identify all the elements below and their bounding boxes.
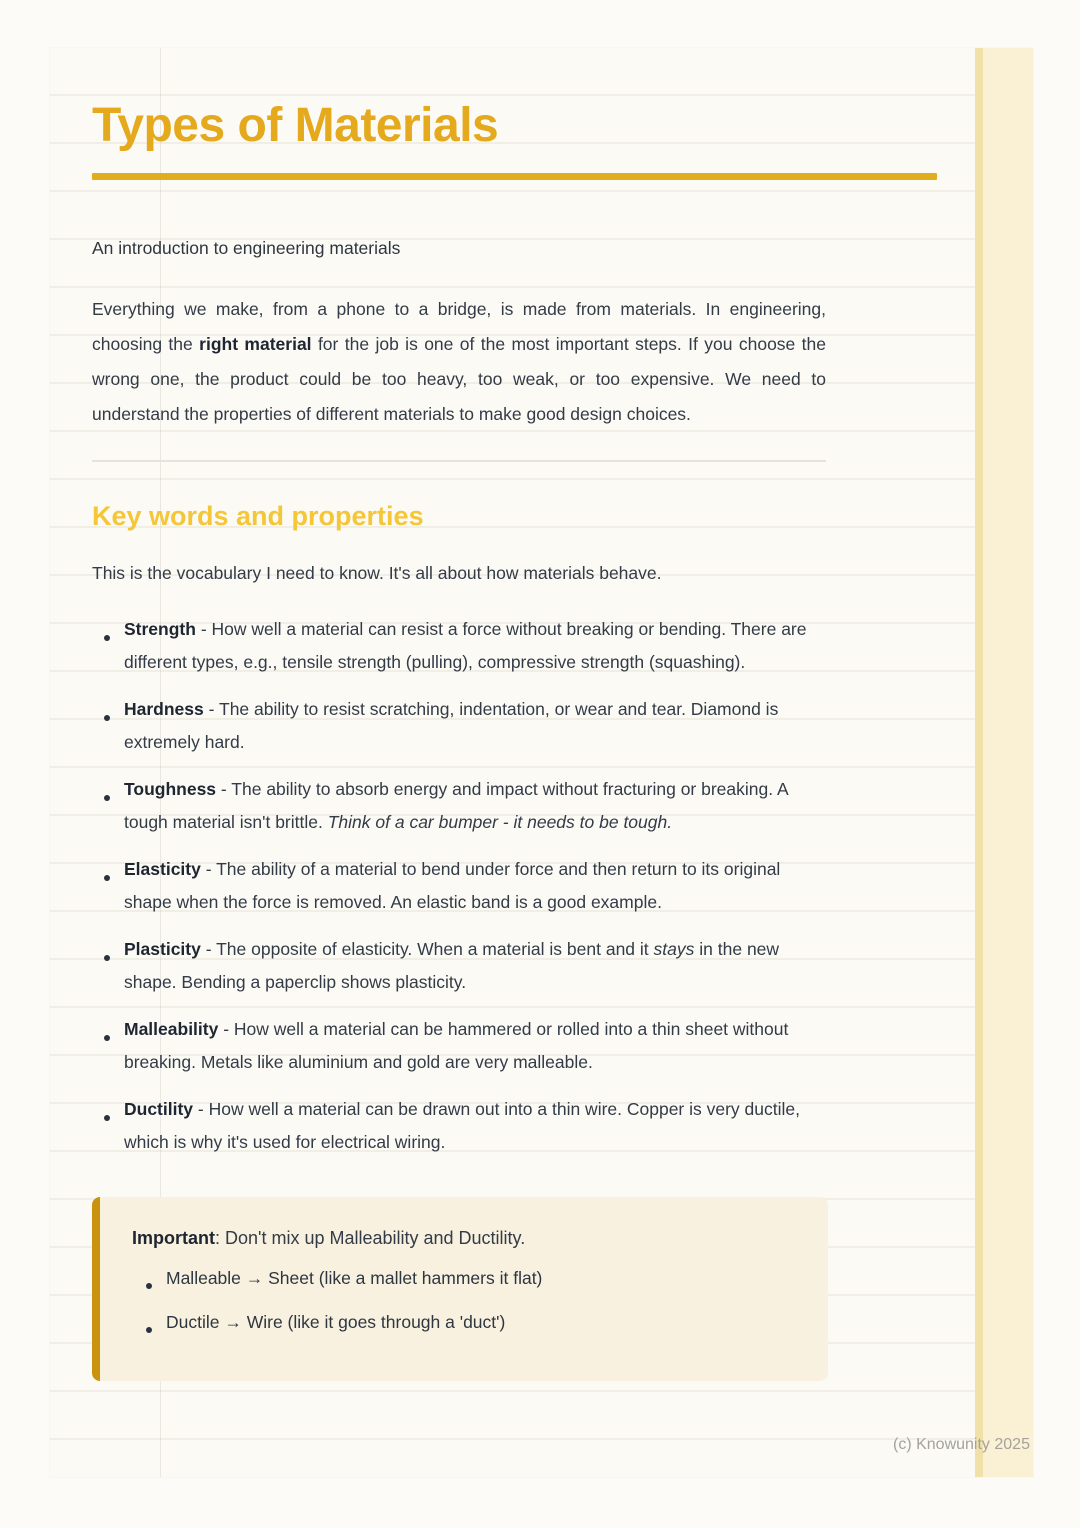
keyword-term: Strength (124, 619, 196, 640)
notes-page (50, 48, 1033, 1477)
bullet-dot-icon (92, 933, 124, 999)
bullet-dot-icon (92, 1013, 124, 1079)
list-item (92, 853, 826, 919)
keyword-definition: Plasticity - The opposite of elasticity. When a material is bent and it stays in the new shape. Bending a paperclip shows plasticity. (124, 939, 780, 993)
page-title: Types of Materials (92, 99, 499, 152)
keyword-definition: Malleability - How well a material can be hammered or rolled into a thin sheet without breaking. Metals like aluminium and gold are very malleable. (124, 1019, 789, 1073)
bullet-dot-icon (92, 773, 124, 839)
list-item (92, 933, 826, 999)
keyword-term: Plasticity (124, 939, 201, 960)
keyword-list (92, 613, 826, 1159)
list-item (92, 773, 826, 839)
important-callout (92, 1197, 828, 1381)
keyword-term: Elasticity (124, 859, 201, 880)
list-item (132, 1307, 798, 1337)
intro-bold-phrase: right material (199, 334, 312, 355)
keyword-definition: Strength - How well a material can resist a force without breaking or bending. There are different types, e.g., tensile strength (pulling), compressive strength (squashing). (124, 619, 807, 673)
callout-title-rest: : Don't mix up Malleability and Ductility. (215, 1228, 526, 1249)
keyword-definition: Hardness - The ability to resist scratching, indentation, or wear and tear. Diamond is extremely hard. (124, 699, 779, 753)
list-item (92, 613, 826, 679)
list-item (132, 1263, 798, 1293)
intro-text-2: for the job is one of the most important steps. If you choose the wrong one, the product could be too heavy, too weak, or too expensive. We need to understand the properties of different materials to make good design choices. (92, 334, 826, 425)
keyword-term: Ductility (124, 1099, 194, 1120)
list-item (92, 1093, 826, 1159)
intro-subtitle: An introduction to engineering materials (92, 238, 401, 259)
intro-paragraph (92, 292, 826, 432)
section-lead: This is the vocabulary I need to know. It's all about how materials behave. (92, 563, 662, 584)
list-item (92, 1013, 826, 1079)
bullet-dot-icon (92, 613, 124, 679)
keyword-term: Hardness (124, 699, 204, 720)
keyword-term: Malleability (124, 1019, 219, 1040)
keyword-term: Toughness (124, 779, 217, 800)
keyword-definition: Toughness - The ability to absorb energy and impact without fracturing or breaking. A tough material isn't brittle. Think of a car bumper - it needs to be tough. (124, 779, 788, 833)
copyright-watermark: (c) Knowunity 2025 (893, 1436, 1030, 1453)
keyword-definition: Ductility - How well a material can be drawn out into a thin wire. Copper is very ductile, which is why it's used for electrical wiring. (124, 1099, 800, 1153)
title-underline (92, 173, 937, 180)
bullet-dot-icon (92, 1093, 124, 1159)
callout-title: Important (132, 1228, 215, 1249)
document-content (92, 48, 826, 1381)
section-divider (92, 460, 826, 462)
bullet-dot-icon (92, 693, 124, 759)
notebook-margin-strip (983, 48, 1033, 1477)
list-item (92, 693, 826, 759)
intro-text-1: Everything we make, from a phone to a bridge, is made from materials. In engineering, choosing the (92, 299, 826, 355)
callout-item-text: Ductile → Wire (like it goes through a 'duct') (166, 1312, 506, 1333)
bullet-dot-icon (132, 1263, 166, 1293)
keyword-definition: Elasticity - The ability of a material to bend under force and then return to its original shape when the force is removed. An elastic band is a good example. (124, 859, 781, 913)
section-heading: Key words and properties (92, 501, 424, 532)
callout-item-text: Malleable → Sheet (like a mallet hammers it flat) (166, 1268, 543, 1289)
callout-list (132, 1263, 798, 1337)
notebook-margin-line (975, 48, 983, 1477)
bullet-dot-icon (92, 853, 124, 919)
callout-title-line (132, 1223, 798, 1253)
bullet-dot-icon (132, 1307, 166, 1337)
